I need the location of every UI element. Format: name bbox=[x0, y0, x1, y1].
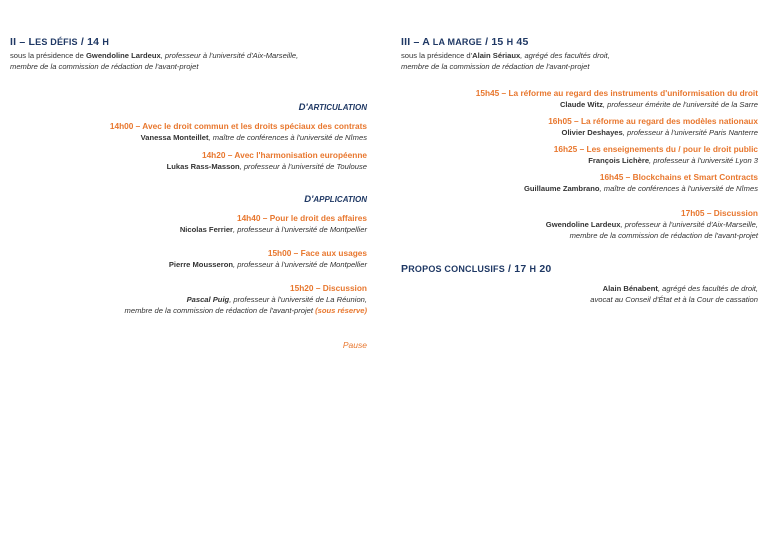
talk-speaker bbox=[401, 183, 758, 194]
title-smallcaps: LA MARGE bbox=[430, 37, 483, 47]
presidency-name: Gwendoline Lardeux bbox=[86, 51, 161, 60]
speaker-name: Gwendoline Lardeux bbox=[545, 220, 621, 229]
title-time: / 17 bbox=[504, 263, 530, 275]
speaker-name: François Lichère bbox=[588, 156, 650, 165]
title-initial: L bbox=[28, 36, 36, 48]
section-title-conclusion bbox=[401, 263, 758, 275]
title-prefix: II – bbox=[10, 36, 29, 48]
presidency-pre: sous la présidence d' bbox=[401, 51, 473, 60]
speaker-role: , professeur à l'université Paris Nanterre bbox=[622, 128, 758, 137]
title-initial: A bbox=[422, 36, 431, 48]
speaker-role: , professeur à l'université de Montpellier bbox=[233, 225, 367, 234]
talk-speaker bbox=[401, 283, 758, 294]
talk-speaker bbox=[10, 259, 367, 270]
title-time: / 14 bbox=[77, 36, 103, 48]
title-hour-mark: H bbox=[529, 264, 537, 274]
talk-speaker bbox=[10, 224, 367, 235]
title-smallcaps: ES DÉFIS bbox=[35, 37, 78, 47]
left-column bbox=[10, 36, 367, 350]
talk-title: 16h05 – La réforme au regard des modèles nationaux bbox=[548, 116, 758, 126]
talk-speaker bbox=[10, 294, 367, 305]
speaker-role: , professeur à l'université de Montpellier bbox=[233, 260, 367, 269]
section-title-defis bbox=[10, 36, 367, 48]
presidency-role-2: membre de la commission de rédaction de l'avant-projet bbox=[10, 62, 199, 71]
talk-item bbox=[401, 144, 758, 166]
speaker-role: , professeur à l'université d'Aix-Marseille, bbox=[620, 220, 758, 229]
speaker-name: Guillaume Zambrano bbox=[524, 184, 600, 193]
speaker-name: Claude Witz bbox=[559, 100, 603, 109]
pause-label: Pause bbox=[342, 340, 367, 350]
title-minutes: 20 bbox=[536, 263, 552, 275]
speaker-role-2: membre de la commission de rédaction de l'avant-projet bbox=[569, 231, 758, 240]
subheading-smallcaps: ARTICULATION bbox=[307, 103, 367, 112]
speaker-name: Olivier Deshayes bbox=[561, 128, 623, 137]
speaker-name: Vanessa Monteillet bbox=[140, 133, 209, 142]
speaker-role: , professeur à l'université de La Réunion, bbox=[229, 295, 367, 304]
speaker-name: Lukas Rass-Masson bbox=[166, 162, 240, 171]
talk-title: 15h45 – La réforme au regard des instruments d'uniformisation du droit bbox=[475, 88, 758, 98]
speaker-role: , professeur à l'université de Toulouse bbox=[239, 162, 367, 171]
presidency-role: , professeur à l'université d'Aix-Marseille, bbox=[160, 51, 299, 60]
talk-item bbox=[10, 283, 367, 316]
talk-item bbox=[10, 150, 367, 172]
speaker-role: , agrégé des facultés de droit, bbox=[657, 284, 758, 293]
speaker-role-2: avocat au Conseil d'État et à la Cour de cassation bbox=[590, 295, 758, 304]
title-prefix: III – bbox=[401, 36, 423, 48]
talk-speaker bbox=[10, 132, 367, 143]
title-minutes: 45 bbox=[513, 36, 529, 48]
speaker-role: , professeur à l'université Lyon 3 bbox=[649, 156, 758, 165]
speaker-role: , maître de conférences à l'université de Nîmes bbox=[208, 133, 367, 142]
section-title-marge bbox=[401, 36, 758, 48]
title-smallcaps: ROPOS CONCLUSIFS bbox=[408, 264, 505, 274]
subheading-initial: D' bbox=[304, 194, 314, 205]
title-time: / 15 bbox=[482, 36, 507, 48]
conclusion-speaker bbox=[401, 283, 758, 305]
talk-item bbox=[401, 172, 758, 194]
talk-title: 16h25 – Les enseignements du / pour le droit public bbox=[553, 144, 758, 154]
talk-item bbox=[401, 116, 758, 138]
subheading-application bbox=[10, 194, 367, 205]
talk-speaker bbox=[401, 155, 758, 166]
talk-item bbox=[10, 248, 367, 270]
talk-speaker bbox=[401, 219, 758, 230]
subheading-initial: D' bbox=[298, 102, 308, 113]
presidency-name: Alain Sériaux bbox=[472, 51, 521, 60]
talk-title: 14h40 – Pour le droit des affaires bbox=[236, 213, 367, 223]
right-column bbox=[401, 36, 758, 305]
presidency-role: , agrégé des facultés droit, bbox=[520, 51, 610, 60]
title-hour-mark: H bbox=[102, 37, 110, 47]
speaker-name: Pierre Mousseron bbox=[168, 260, 233, 269]
presidency-marge bbox=[401, 50, 758, 72]
talk-speaker-role-line bbox=[401, 230, 758, 241]
talk-title: 15h00 – Face aux usages bbox=[267, 248, 367, 258]
talk-speaker-role-line bbox=[401, 294, 758, 305]
reserve-note: (sous réserve) bbox=[315, 306, 367, 315]
talk-speaker bbox=[10, 161, 367, 172]
talk-title: 15h20 – Discussion bbox=[289, 283, 367, 293]
talk-item bbox=[10, 121, 367, 143]
talk-item bbox=[401, 208, 758, 241]
subheading-articulation bbox=[10, 102, 367, 113]
talk-item bbox=[10, 213, 367, 235]
speaker-name: Pascal Puig bbox=[186, 295, 230, 304]
talk-title: 16h45 – Blockchains et Smart Contracts bbox=[599, 172, 758, 182]
talk-speaker bbox=[401, 127, 758, 138]
presidency-pre: sous la présidence de bbox=[10, 51, 86, 60]
title-hour-mark: H bbox=[506, 37, 514, 47]
talk-speaker-role-line bbox=[10, 305, 367, 316]
talk-item bbox=[401, 88, 758, 110]
talk-title: 14h20 – Avec l'harmonisation européenne bbox=[201, 150, 367, 160]
talk-title: 14h00 – Avec le droit commun et les droits spéciaux des contrats bbox=[109, 121, 367, 131]
presidency-role-2: membre de la commission de rédaction de l'avant-projet bbox=[401, 62, 590, 71]
speaker-role: , maître de conférences à l'université de Nîmes bbox=[599, 184, 758, 193]
title-initial: P bbox=[401, 263, 409, 275]
speaker-name: Alain Bénabent bbox=[602, 284, 658, 293]
subheading-smallcaps: APPLICATION bbox=[313, 195, 367, 204]
presidency-defis bbox=[10, 50, 367, 72]
talk-speaker bbox=[401, 99, 758, 110]
speaker-role-2: membre de la commission de rédaction de l'avant-projet bbox=[124, 306, 316, 315]
speaker-role: , professeur émérite de l'université de la Sarre bbox=[602, 100, 758, 109]
speaker-name: Nicolas Ferrier bbox=[179, 225, 233, 234]
talk-title: 17h05 – Discussion bbox=[680, 208, 758, 218]
